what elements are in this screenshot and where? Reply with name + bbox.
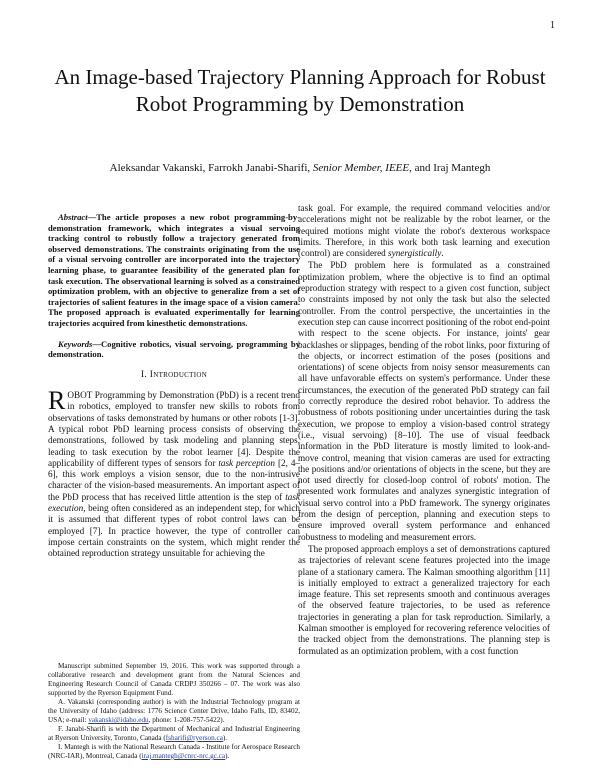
intro-paragraph [48, 386, 301, 559]
problem-paragraph: The PbD problem here is formulated as a constrained optimization problem, where the objective is to find an optimal reproduction strategy with respect to a given cost function, subject to constraints imposed by not only the task but also the selected controller. From the control perspective, the uncertainties in the execution step can cause incorrect positioning of the robot end-point with respect to the scene objects. For instance, joints' gear backlashes or slippages, bending of the robot links, poor fixturing of the objects, or incorrect estimation of the poses (positions and orientations) of scene objects from noisy sensor measurements can all have unfavorable effects on system's performance. Under these circumstances, the execution of the generated PbD strategy can fail to correctly reproduce the desired robot behavior. To address the robustness of robots positioning under uncertainties during the task execution, we propose to employ a vision-based control strategy (i.e., visual servoing) [8–10]. The use of visual feedback information in the PbD literature is mostly limited to look-and-move control, meaning that vision cameras are used for extracting the positions and/or orientations of objects in the scene, but they are not used directly for closed-loop control of robots' motion. The presented work formulates and analyzes synergistic integration of visual servo control into a PbD framework. The synergy originates from the design of perception, planning and execution steps to ensure improved overall system performance and enhanced robustness to modeling and measurement errors. [298, 260, 550, 542]
paper-title: An Image-based Trajectory Planning Approach for Robust Robot Programming by Demonstration [54, 65, 546, 116]
footnote-janabi [48, 725, 300, 743]
footnote-vakanski [48, 698, 300, 725]
section-heading [48, 370, 300, 381]
drop-cap: R [48, 386, 66, 416]
section-numeral: I. [140, 369, 148, 380]
footnote-vakanski-end: , phone: 1-208-757-5422). [148, 716, 225, 724]
author-membership: Senior Member, IEEE [312, 162, 410, 174]
continued-end: . [441, 248, 444, 259]
section-title: Introduction [149, 369, 208, 380]
footnote-manuscript: Manuscript submitted September 19, 2016. This work was supported through a collaborative research and development grant from the Natural Sciences and Engineering Research Council of Canada CRDPJ 350266 – 07. The work was also supported by the Ryerson Equipment Fund. [48, 662, 300, 697]
intro-lead: OBOT [67, 390, 93, 401]
email-link-mantegh[interactable]: iraj.mantegh@cnrc-nrc.gc.ca [141, 752, 226, 760]
author-last: , and Iraj Mantegh [409, 162, 491, 174]
email-link-janabi[interactable]: fsharifi@ryerson.ca [165, 734, 223, 742]
approach-paragraph: The proposed approach employs a set of demonstrations captured as trajectories of relevant scene features projected into the image plane of a stationary camera. The Kalman smoothing algorithm [11] is initially employed to extract a generalized trajectory for each image feature. This set represents smooth and continuous averages of the observed feature trajectories, to be used as reference trajectories in generating a plan for task reproduction. Similarly, a Kalman smoother is employed for recovering reference velocities of the tracked object from the demonstrations. The planning step is formulated as an optimization problem, with a cost function [298, 543, 550, 656]
author-names: Aleksandar Vakanski, Farrokh Janabi-Sharifi, [109, 162, 311, 174]
intro-text-3: , being often considered as an independent step, for which it is assumed that different types of robot control laws can be employed [7]. In practice however, the type of controller can impose certain constraints on the system, which might render the obtained reproduction strategy unsuitable for achieving the [48, 502, 300, 559]
intro-emph-1: task perception [218, 457, 276, 468]
footnote-vakanski-text: A. Vakanski (corresponding author) is with the Industrial Technology program at the University of Idaho (address: 1776 Science Center Drive, Idaho Falls, ID, 83402, USA; e-mail: [48, 698, 300, 724]
keywords-label: Keywords [58, 338, 93, 349]
abstract-text: —The article proposes a new robot programming-by-demonstration framework, which integrates a visual servoing tracking control to robustly follow a trajectory generated from observed demonstrations. The constraints originating from the use of a visual servoing controller are incorporated into the trajectory learning phase, to guarantee feasibility of the generated plan for task execution. The observational learning is solved as a constrained optimization problem, with an objective to generalize from a set of trajectories of salient features in the image space of a vision camera. The proposed approach is evaluated experimentally for learning trajectories acquired from kinesthetic demonstrations. [48, 212, 300, 328]
footnote-janabi-text: F. Janabi-Sharifi is with the Department of Mechanical and Industrial Engineering at Ryerson University, Toronto, Canada ( [48, 725, 300, 742]
author-line [40, 162, 560, 174]
abstract [48, 212, 300, 329]
intro-text-1: Programming by Demonstration (PbD) is a recent trend in robotics, employed to transfer new skills to robots from observations of tasks demonstrated by humans or other robots [1-3]. A typical robot PbD learning process consists of observing the demonstrations, followed by task modeling and planning steps, leading to task execution by the robot learner [4]. Despite the applicability of different types of sensors for [48, 390, 300, 468]
left-column [48, 212, 300, 559]
footnote-mantegh-text: I. Mantegh is with the National Research Canada - Institute for Aerospace Research (NRC-IAR), Montreal, Canada ( [48, 743, 300, 760]
abstract-label: Abstract [58, 212, 88, 222]
right-column [298, 203, 550, 657]
footnotes [48, 662, 300, 761]
continued-text: task goal. For example, the required command velocities and/or accelerations might not be realizable by the robot learner, or the required motions might violate the robot's dexterous workspace limits. Therefore, in this work both task learning and execution (control) are considered [298, 203, 550, 259]
page-number: 1 [550, 20, 555, 31]
footnote-mantegh-end: ). [225, 752, 230, 760]
footnote-janabi-end: ). [222, 734, 228, 742]
intro-text-2: [2, 4–6], this work employs a vision sensor, due to the non-intrusive character of the vision-based measurements. An important aspect of the PbD process that has received little attention is the step of [48, 457, 301, 502]
keywords-text: —Cognitive robotics, visual servoing, programming by demonstration. [48, 338, 300, 360]
footnote-mantegh [48, 743, 300, 761]
continued-paragraph [298, 203, 550, 259]
continued-emph: synergistically [388, 248, 442, 259]
intro-emph-2: task execution [48, 491, 300, 513]
email-link-vakanski[interactable]: vakanski@idaho.edu [88, 716, 149, 724]
keywords [48, 339, 300, 360]
